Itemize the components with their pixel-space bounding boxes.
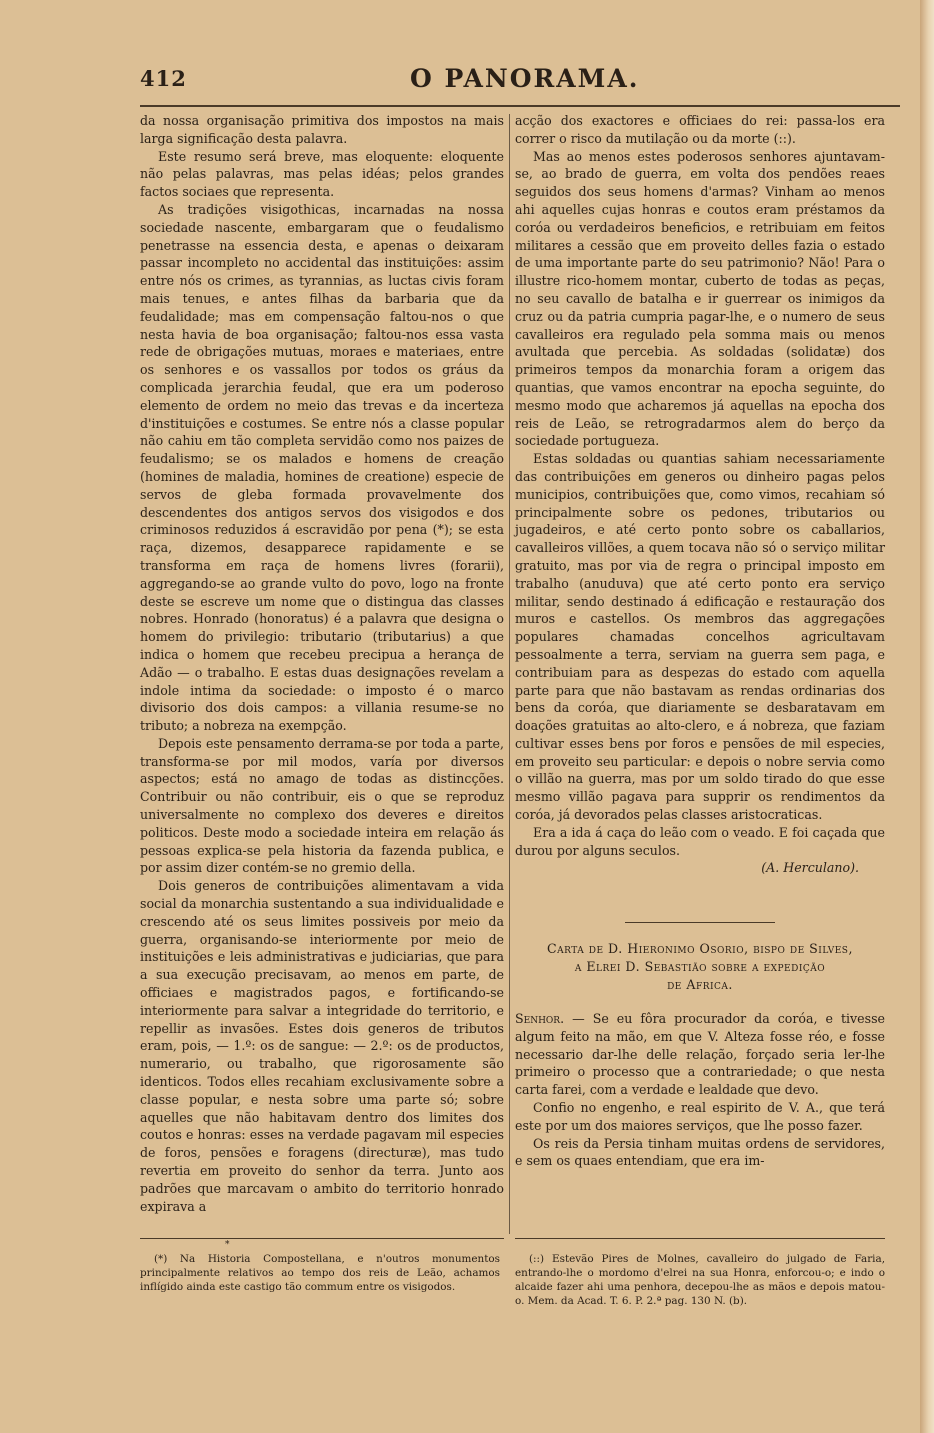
- paragraph: Era a ida á caça do leão com o veado. E foi caçada que durou por alguns seculos.: [515, 824, 885, 858]
- footnote-rule: [515, 1238, 885, 1239]
- letter-body: [515, 1010, 885, 1170]
- letter-title: [515, 940, 885, 993]
- journal-title: O PANORAMA.: [410, 64, 640, 93]
- letter-title-line: de Africa.: [667, 976, 733, 992]
- paragraph: [515, 1010, 885, 1099]
- letter-title-line: Carta de D. Hieronimo Osorio, bispo de Silves,: [547, 941, 853, 956]
- column-divider: [509, 114, 510, 1234]
- left-column: [140, 112, 504, 1215]
- paragraph: Os reis da Persia tinham muitas ordens de servidores, e sem os quaes entendiam, que era im-: [515, 1135, 885, 1169]
- page-number: 412: [140, 66, 187, 91]
- paragraph: Depois este pensamento derrama-se por toda a parte, transforma-se por mil modos, varía por diversos aspectos; está no amago de todas as distincções. Contribuir ou não contribuir, eis o que se reproduz universalmente no complexo dos deveres e direitos politicos. Deste modo a sociedade inteira em relação ás pessoas explica-se pela historia da fazenda publica, e por assim dizer contém-se no gremio della.: [140, 735, 504, 876]
- paragraph: Estas soldadas ou quantias sahiam necessariamente das contribuições em generos ou dinheiro pagas pelos municipios, contribuições que, como vimos, recahiam só principalmente sobre os pedones, tributarios ou jugadeiros, e até certo ponto sobre os caballarios, cavalleiros villões, a quem tocava não só o serviço militar gratuito, mas por via de regra o principal imposto em trabalho (anuduva) que até certo ponto era serviço militar, sendo destinado á edificação e restauração dos muros e castellos. Os membros das aggregações populares chamadas concelhos agricultavam pessoalmente a terra, serviam na guerra sem paga, e contribuiam para as despezas do estado com aquella parte para que não bastavam as rendas ordinarias dos bens da coróa, que diariamente se desbaratavam em doações gratuitas ao alto-clero, e á nobreza, que faziam cultivar esses bens por foros e pensões de mil especies, em proveito seu particular: e depois o nobre servia como o villão na guerra, mas por um soldo tirado do que esse mesmo villão pagava para supprir os rendimentos da coróa, já devorados pelas classes aristocraticas.: [515, 451, 885, 823]
- paragraph: Mas ao menos estes poderosos senhores ajuntavam-se, ao brado de guerra, em volta dos pendões reaes seguidos dos seus homens d'armas? Vinham ao menos ahi aquelles cujas honras e coutos eram préstamos da coróa ou verdadeiros beneficios, e retribuiam em feitos militares a cessão que em proveito delles fazia o estado de uma importante parte do seu patrimonio? Não! Para o illustre rico-homem montar, cuberto de todas as peças, no seu cavallo de batalha e ir guerrear os inimigos da cruz ou da patria cumpria pagar-lhe, e o numero de seus cavalleiros era regulado pela somma mais ou menos avultada que percebia. As soldadas (solidatæ) dos primeiros tempos da monarchia foram a origem das quantias, que vamos encontrar na epocha seguinte, do mesmo modo que acharemos já aquellas na epocha dos reis de Leão, se retrogradarmos alem do berço da sociedade portugueza.: [515, 148, 885, 449]
- paragraph: Este resumo será breve, mas eloquente: eloquente não pelas palavras, mas pelas idéas; pelos grandes factos sociaes que representa.: [140, 148, 504, 200]
- footnote-text: (*) Na Historia Compostellana, e n'outros monumentos principalmente relativos ao tempo dos reis de Leão, achamos inflígido ainda este castigo tão commum entre os visigodos.: [140, 1253, 500, 1293]
- paragraph: Dois generos de contribuições alimentavam a vida social da monarchia sustentando a sua individualidade e crescendo até os seus limites possiveis por meio da guerra, organisando-se interiormente por meio de instituições e leis administrativas e judiciarias, que para a sua execução precisavam, ao menos em parte, de officiaes e magistrados pagos, e fortificando-se interiormente para salvar a integridade do territorio, e repellir as invasões. Estes dois generos de tributos eram, pois, — 1.º: os de sangue: — 2.º: os de productos, numerario, ou trabalho, que rigorosamente são identicos. Todos elles recahiam exclusivamente sobre a classe popular, e nesta sobre uma parte só; sobre aquelles que não habitavam dentro dos limites dos coutos e honras: esses na verdade pagavam mil especies de foros, pensões e foragens (directuræ), mas tudo revertia em proveito do senhor da terra. Junto aos padrões que marcavam o ambito do territorio honrado expirava a: [140, 878, 504, 1214]
- page-header: [140, 64, 900, 100]
- header-rule: [140, 105, 900, 107]
- author-signature: (A. Herculano).: [761, 860, 859, 876]
- right-column: [515, 112, 885, 877]
- letter-salutation: Senhor.: [515, 1011, 565, 1026]
- letter-title-line: a Elrei D. Sebastião sobre a expedição: [574, 958, 826, 974]
- letter-text: — Se eu fôra procurador da coróa, e tivesse algum feito na mão, em que V. Alteza fosse réo, e fosse necessario dar-lhe delle relação, forçado seria ler-lhe primeiro o processo que a contrariedade; o que nesta carta farei, com a verdade e lealdade que devo.: [515, 1011, 885, 1098]
- footnote-rule: [140, 1238, 504, 1239]
- paragraph: As tradições visigothicas, incarnadas na nossa sociedade nascente, embargaram que o feudalismo penetrasse na essencia desta, e apenas o deixaram passar incompleto no accidental das instituições: assim entre nós os crimes, as tyrannias, as luctas civis foram mais tenues, e antes filhas da barbaria que da feudalidade; mas em compensação faltou-nos o que nesta havia de boa organisação; faltou-nos essa vasta rede de obrigações mutuas, moraes e materiaes, entre os senhores e os vassallos por todos os gráus da complicada jerarchia feudal, que era um poderoso elemento de ordem no meio das trevas e da incerteza d'instituições e costumes. Se entre nós a classe popular não cahiu em tão completa servidão como nos paizes de feudalismo; se os malados e homens de creação (homines de maladia, homines de creatione) especie de servos de gleba formada provavelmente dos descendentes dos antigos servos dos visigodos e dos criminosos reduzidos á escravidão por pena (*); se esta raça, dizemos, desapparece rapidamente e se transforma em raça de homens livres (forarii), aggregando-se ao grande vulto do povo, logo na fronte deste se escreve um nome que o distingua das classes nobres. Honrado (honoratus) é a palavra que designa o homem do privilegio: tributario (tributarius) a que indica o homem que recebeu precipua a herança de Adão — o trabalho. E estas duas designações revelam a indole intima da sociedade: o imposto é o marco divisorio dos dois campos: a villania resume-se no tributo; a nobreza na exempção.: [140, 201, 504, 734]
- paragraph: acção dos exactores e officiaes do rei: passa-los era correr o risco da mutilação ou da morte (::).: [515, 113, 885, 146]
- footnote-mark: *: [225, 1240, 230, 1250]
- section-rule: [625, 922, 775, 923]
- footnote-right: [515, 1252, 885, 1308]
- paragraph: da nossa organisação primitiva dos impostos na mais larga significação desta palavra.: [140, 113, 504, 146]
- paragraph: Confio no engenho, e real espirito de V. A., que terá este por um dos maiores serviços, que lhe posso fazer.: [515, 1099, 885, 1133]
- page-edge: [920, 0, 934, 1433]
- footnote-left: [140, 1252, 500, 1294]
- footnote-text: (::) Estevão Pires de Molnes, cavalleiro do julgado de Faria, entrando-lhe o mordomo d'elrei na sua Honra, enforcou-o; e indo o alcaide fazer ahi uma penhora, decepou-lhe as mãos e depois matou-o. Mem. da Acad. T. 6. P. 2.ª pag. 130 N. (b).: [515, 1253, 885, 1307]
